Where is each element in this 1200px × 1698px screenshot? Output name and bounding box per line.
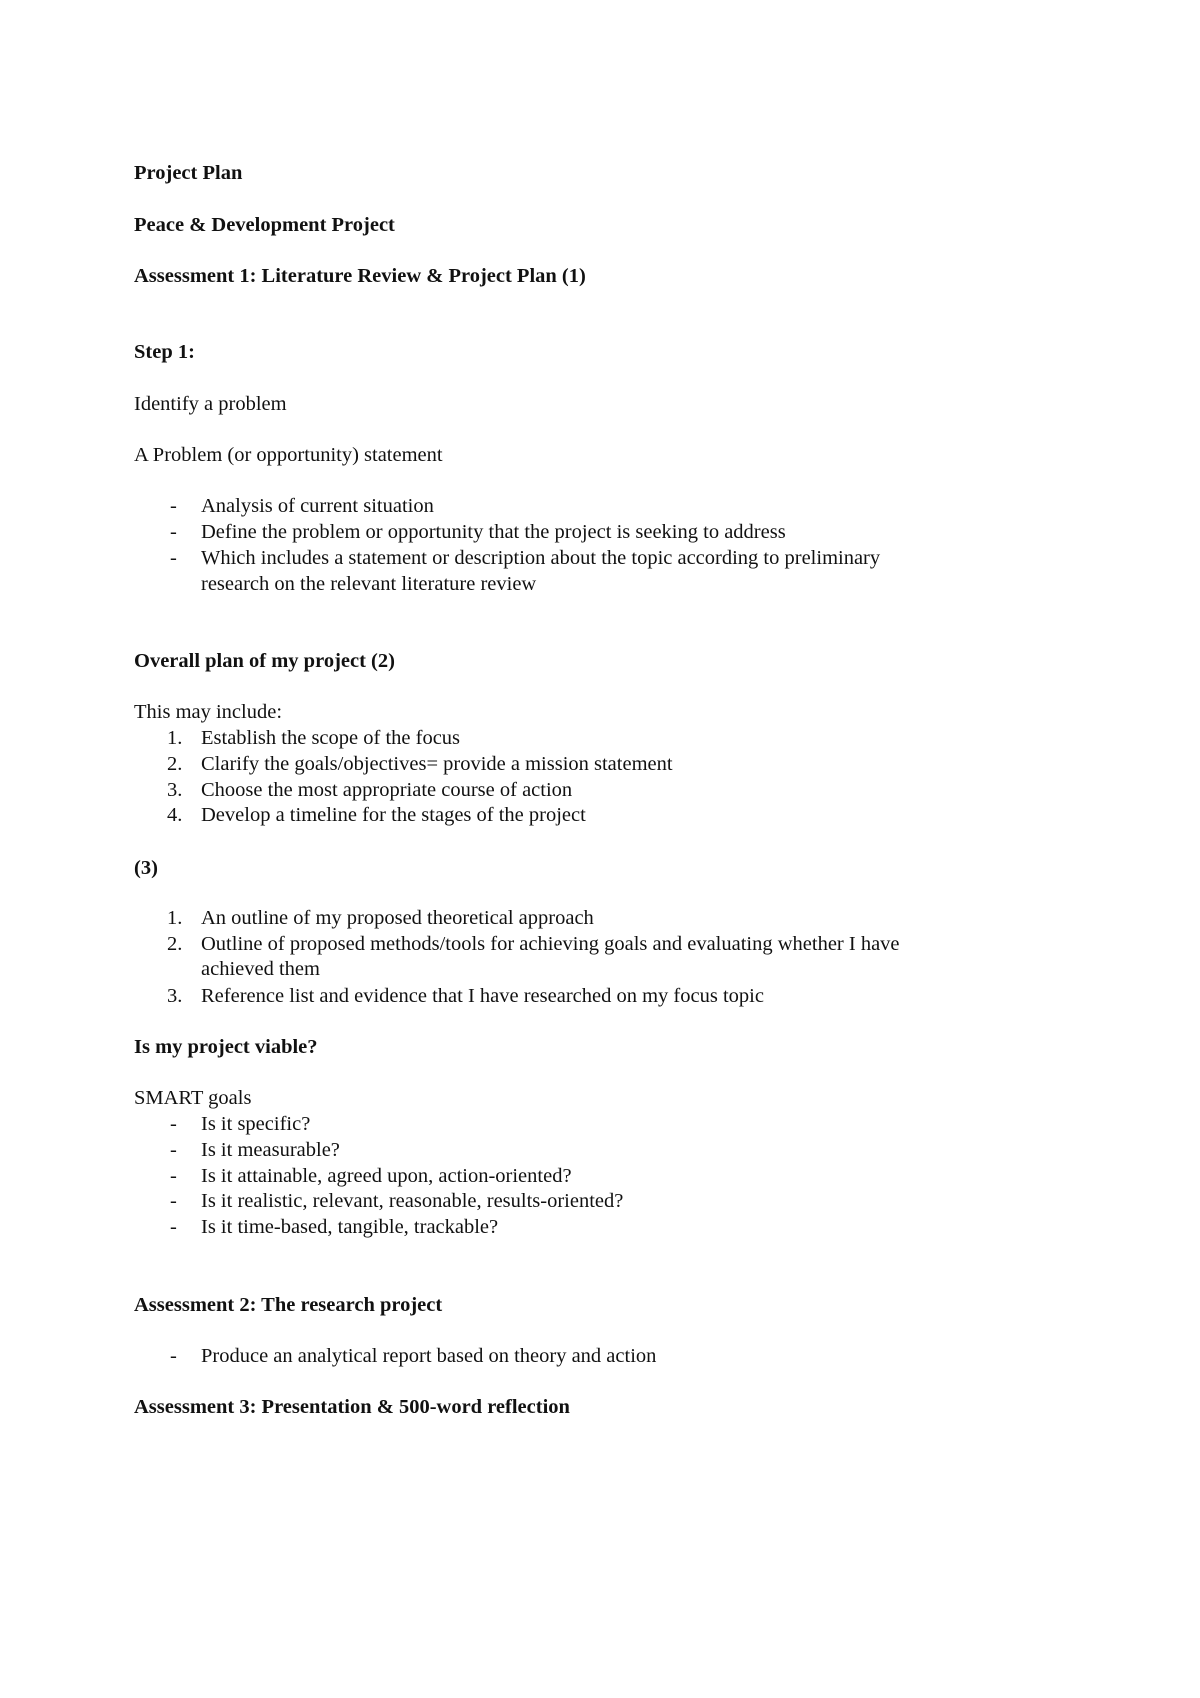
list-item: Reference list and evidence that I have researched on my focus topic (201, 985, 764, 1007)
list-item-continuation: research on the relevant literature review (201, 573, 537, 595)
document-subtitle: Peace & Development Project (134, 214, 395, 236)
list-item: Is it time-based, tangible, trackable? (201, 1216, 499, 1238)
list-item: Choose the most appropriate course of action (201, 779, 573, 801)
list-item: Is it attainable, agreed upon, action-oriented? (201, 1165, 572, 1187)
bullet-dash: - (170, 1345, 177, 1367)
list-item: Is it specific? (201, 1113, 311, 1135)
paragraph: SMART goals (134, 1087, 252, 1109)
viable-heading: Is my project viable? (134, 1036, 318, 1058)
list-item: Develop a timeline for the stages of the project (201, 804, 586, 826)
list-item: Produce an analytical report based on theory and action (201, 1345, 657, 1367)
paragraph: A Problem (or opportunity) statement (134, 444, 443, 466)
document-title: Project Plan (134, 162, 243, 184)
list-number: 2. (167, 753, 183, 775)
overall-plan-heading: Overall plan of my project (2) (134, 650, 395, 672)
list-number: 1. (167, 727, 183, 749)
paragraph: Identify a problem (134, 393, 287, 415)
list-item: Analysis of current situation (201, 495, 434, 517)
assessment-2-heading: Assessment 2: The research project (134, 1294, 443, 1316)
list-item: An outline of my proposed theoretical approach (201, 907, 594, 929)
bullet-dash: - (170, 1165, 177, 1187)
step-1-heading: Step 1: (134, 341, 195, 363)
assessment-3-heading: Assessment 3: Presentation & 500-word reflection (134, 1396, 570, 1418)
bullet-dash: - (170, 1139, 177, 1161)
bullet-dash: - (170, 495, 177, 517)
list-number: 1. (167, 907, 183, 929)
list-item-continuation: achieved them (201, 958, 320, 980)
list-number: 3. (167, 985, 183, 1007)
list-item: Outline of proposed methods/tools for achieving goals and evaluating whether I have (201, 933, 900, 955)
list-item: Is it measurable? (201, 1139, 340, 1161)
list-number: 3. (167, 779, 183, 801)
bullet-dash: - (170, 547, 177, 569)
bullet-dash: - (170, 521, 177, 543)
list-number: 2. (167, 933, 183, 955)
list-item: Define the problem or opportunity that the project is seeking to address (201, 521, 786, 543)
list-item: Clarify the goals/objectives= provide a mission statement (201, 753, 673, 775)
list-item: Establish the scope of the focus (201, 727, 461, 749)
list-item: Is it realistic, relevant, reasonable, results-oriented? (201, 1190, 624, 1212)
bullet-dash: - (170, 1113, 177, 1135)
part-3-heading: (3) (134, 857, 158, 879)
list-number: 4. (167, 804, 183, 826)
list-item: Which includes a statement or description about the topic according to preliminary (201, 547, 881, 569)
assessment-1-heading: Assessment 1: Literature Review & Project Plan (1) (134, 265, 586, 287)
bullet-dash: - (170, 1190, 177, 1212)
paragraph: This may include: (134, 701, 283, 723)
bullet-dash: - (170, 1216, 177, 1238)
